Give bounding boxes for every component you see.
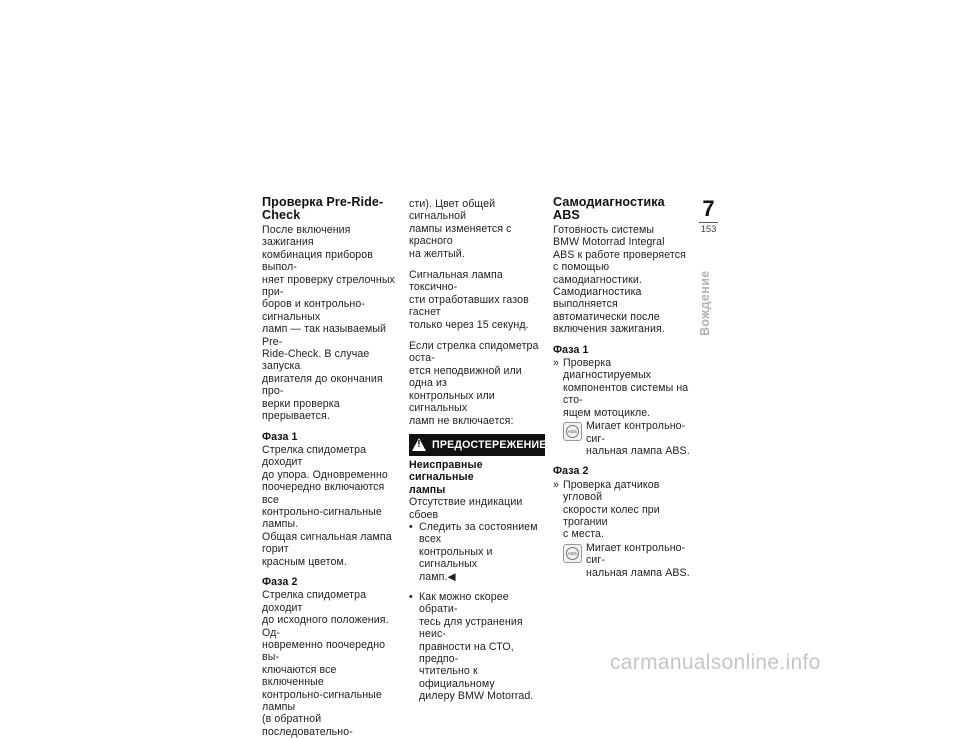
chapter-tab — [697, 196, 720, 236]
step-marker-icon: » — [553, 478, 559, 491]
heading-abs-phase-1: Фаза 1 — [553, 343, 589, 356]
column-continued — [409, 198, 545, 703]
list-item: » Проверка диагностируемых компонентов системы на сто- ящем мотоцикле. ABS Мигает контрольно-сиг- нальная лампа ABS. — [553, 357, 690, 457]
paragraph-intro: После включения зажигания комбинация приборов выпол- няет проверку стрелочных при- боров и контрольно-сигнальных ламп — так называемый Pre- Ride-Check. В случае запуска двигателя до окончания про- верки проверка прерывается. — [262, 224, 395, 423]
list-item: » Проверка датчиков угловой скорости колес при трогании с места. ABS Мигает контрольно-сиг- нальная лампа ABS. — [553, 478, 690, 579]
chapter-number: 7 — [702, 196, 715, 221]
paragraph-phase-1: Стрелка спидометра доходит до упора. Одновременно поочередно включаются все контрольно-сигнальные лампы. Общая сигнальная лампа горит красным цветом. — [262, 443, 392, 568]
paragraph-phase-2: Стрелка спидометра доходит до исходного положения. Од- новременно поочередно вы- ключаются все включенные контрольно-сигнальные лампы (в обратной последовательно- — [262, 589, 389, 738]
column-abs-selfdiagnosis — [553, 196, 691, 579]
warning-banner — [409, 434, 545, 456]
abs-warning-lamp-icon: ABS — [563, 422, 582, 441]
heading-pre-ride-check: Проверка Pre-Ride-Check — [262, 195, 384, 222]
bullet-icon: • — [409, 520, 413, 533]
paragraph-emission-lamp: Сигнальная лампа токсично- сти отработавших газов гаснет только через 15 секунд. — [409, 269, 529, 331]
paragraph-if-fails: Если стрелка спидометра оста- ется неподвижной или одна из контрольных или сигнальных ламп не включается: — [409, 340, 539, 427]
warning-intro: Отсутствие индикации сбоев — [409, 496, 523, 521]
warning-triangle-icon: ! — [412, 438, 426, 451]
watermark: carmanualsonline.info — [610, 651, 821, 674]
warning-list — [409, 521, 545, 703]
page-number: 153 — [700, 224, 717, 235]
list-item: • Как можно скорее обрати- тесь для устранения неис- правности на СТО, предпо- чтительно к официальному дилеру BMW Motorrad. — [409, 590, 534, 703]
abs-lamp-note: ABS Мигает контрольно-сиг- нальная лампа ABS. — [563, 420, 691, 457]
heading-phase-1: Фаза 1 — [262, 430, 298, 443]
heading-abs: Самодиагностика ABS — [553, 195, 665, 222]
abs-phase-2-list — [553, 479, 691, 579]
section-label: Вождение — [698, 270, 712, 336]
abs-warning-lamp-icon: ABS — [563, 544, 582, 563]
step-marker-icon: » — [553, 357, 559, 370]
abs-lamp-note: ABS Мигает контрольно-сиг- нальная лампа ABS. — [563, 542, 691, 579]
list-item: • Следить за состоянием всех контрольных и сигнальных ламп.◀ — [409, 520, 538, 583]
bullet-icon: • — [409, 590, 413, 603]
warning-label: ПРЕДОСТЕРЕЖЕНИЕ — [432, 438, 547, 451]
column-pre-ride-check — [262, 196, 400, 738]
abs-phase-1-list — [553, 357, 691, 457]
paragraph-abs-intro: Готовность системы BMW Motorrad Integral ABS к работе проверяется с помощью самодиагностики. Самодиагностика выполняется автоматически после включения зажигания. — [553, 224, 686, 336]
heading-abs-phase-2: Фаза 2 — [553, 465, 589, 478]
end-mark-icon: ◀ — [447, 570, 456, 583]
paragraph-color-change: сти). Цвет общей сигнальной лампы изменяется с красного на желтый. — [409, 198, 512, 260]
heading-phase-2: Фаза 2 — [262, 575, 298, 588]
warning-heading: Неисправные сигнальные лампы — [409, 458, 483, 496]
